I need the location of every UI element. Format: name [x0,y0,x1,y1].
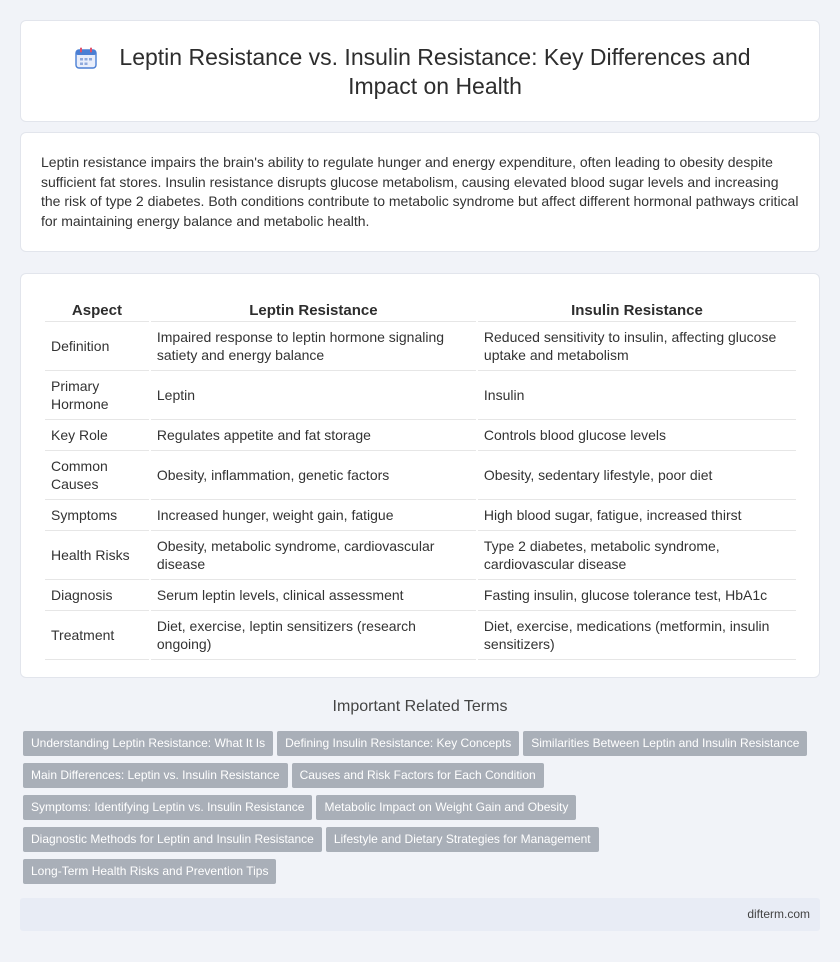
leptin-cell: Leptin [151,371,476,420]
calendar-icon [75,47,97,69]
footer-site-link[interactable]: difterm.com [747,907,810,921]
related-term-tag[interactable]: Similarities Between Leptin and Insulin Resistance [523,731,807,756]
related-term-tag[interactable]: Metabolic Impact on Weight Gain and Obesity [316,795,576,820]
insulin-cell: Type 2 diabetes, metabolic syndrome, cardiovascular disease [478,531,796,580]
aspect-cell: Health Risks [45,531,149,580]
table-row [45,531,796,580]
aspect-cell: Definition [45,322,149,371]
related-terms-list [23,731,823,891]
leptin-cell: Obesity, inflammation, genetic factors [151,451,476,500]
related-term-tag[interactable]: Lifestyle and Dietary Strategies for Management [326,827,599,852]
header-leptin: Leptin Resistance [151,296,476,322]
aspect-cell: Common Causes [45,451,149,500]
table-row [45,420,796,451]
intro-paragraph: Leptin resistance impairs the brain's ability to regulate hunger and energy expenditure, often leading to obesity despite sufficient fat stores. Insulin resistance disrupts glucose metabolism, causing elevated blood sugar levels and increasing the risk of type 2 diabetes. Both conditions contribute to metabolic syndrome but affect different hormonal pathways critical for maintaining energy balance and metabolic health. [41,154,799,229]
leptin-cell: Regulates appetite and fat storage [151,420,476,451]
insulin-cell: High blood sugar, fatigue, increased thirst [478,500,796,531]
insulin-cell: Insulin [478,371,796,420]
aspect-cell: Symptoms [45,500,149,531]
related-term-tag[interactable]: Causes and Risk Factors for Each Condition [292,763,544,788]
table-row [45,371,796,420]
footer [20,898,820,931]
related-term-tag[interactable]: Understanding Leptin Resistance: What It Is [23,731,273,756]
table-row [45,580,796,611]
table-row [45,322,796,371]
header-card [20,20,820,122]
leptin-cell: Serum leptin levels, clinical assessment [151,580,476,611]
leptin-cell: Obesity, metabolic syndrome, cardiovascular disease [151,531,476,580]
related-term-tag[interactable]: Diagnostic Methods for Leptin and Insulin Resistance [23,827,322,852]
title-wrap [21,43,819,101]
aspect-cell: Diagnosis [45,580,149,611]
insulin-cell: Controls blood glucose levels [478,420,796,451]
header-aspect: Aspect [45,296,149,322]
intro-card [20,132,820,252]
table-row [45,500,796,531]
related-terms-title: Important Related Terms [332,698,508,715]
related-term-tag[interactable]: Symptoms: Identifying Leptin vs. Insulin Resistance [23,795,312,820]
table-row [45,451,796,500]
insulin-cell: Obesity, sedentary lifestyle, poor diet [478,451,796,500]
leptin-cell: Increased hunger, weight gain, fatigue [151,500,476,531]
comparison-table [43,296,798,660]
leptin-cell: Diet, exercise, leptin sensitizers (research ongoing) [151,611,476,660]
insulin-cell: Fasting insulin, glucose tolerance test, HbA1c [478,580,796,611]
table-row [45,611,796,660]
aspect-cell: Key Role [45,420,149,451]
leptin-cell: Impaired response to leptin hormone signaling satiety and energy balance [151,322,476,371]
header-insulin: Insulin Resistance [478,296,796,322]
comparison-table-card [20,273,820,678]
aspect-cell: Treatment [45,611,149,660]
table-header-row [45,296,796,322]
insulin-cell: Diet, exercise, medications (metformin, insulin sensitizers) [478,611,796,660]
aspect-cell: Primary Hormone [45,371,149,420]
page-title: Leptin Resistance vs. Insulin Resistance: Key Differences and Impact on Health [119,44,751,99]
insulin-cell: Reduced sensitivity to insulin, affecting glucose uptake and metabolism [478,322,796,371]
related-term-tag[interactable]: Main Differences: Leptin vs. Insulin Resistance [23,763,288,788]
related-term-tag[interactable]: Long-Term Health Risks and Prevention Tips [23,859,276,884]
related-term-tag[interactable]: Defining Insulin Resistance: Key Concepts [277,731,519,756]
